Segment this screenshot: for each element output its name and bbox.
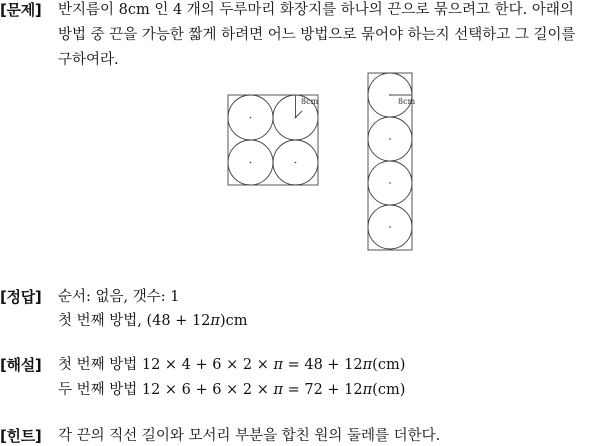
figure-left-2x2	[228, 95, 318, 185]
explanation-line-1: 첫 번째 방법 12 × 4 + 6 × 2 × π = 48 + 12π(cm)	[58, 357, 406, 373]
explanation-label: [해설]	[0, 356, 42, 374]
answer-line-2: 첫 번째 방법, (48 + 12π)cm	[58, 313, 248, 329]
explanation-line-2: 두 번째 방법 12 × 6 + 6 × 2 × π = 72 + 12π(cm)	[58, 382, 406, 398]
left-radius-line	[296, 111, 303, 118]
hint-text: 각 끈의 직선 길이와 모서리 부분을 합친 원의 둘레를 더한다.	[58, 428, 441, 444]
problem-line-3: 구하여라.	[58, 52, 119, 68]
left-binding-band	[228, 95, 318, 185]
problem-line-2: 방법 중 끈을 가능한 짧게 하려면 어느 방법으로 묶어야 하는지 선택하고 그 길이를	[58, 27, 576, 43]
right-radius-label: 8cm	[398, 97, 416, 106]
problem-label: [문제]	[0, 1, 42, 19]
hint-label: [힌트]	[0, 427, 42, 445]
answer-label: [정답]	[0, 288, 42, 306]
problem-line-1: 반지름이 8cm 인 4 개의 두루마리 화장지를 하나의 끈으로 묶으려고 한다. 아래의	[58, 2, 574, 18]
left-radius-label: 8cm	[301, 97, 319, 106]
answer-line-1: 순서: 없음, 갯수: 1	[58, 289, 180, 305]
left-centers	[250, 117, 297, 164]
